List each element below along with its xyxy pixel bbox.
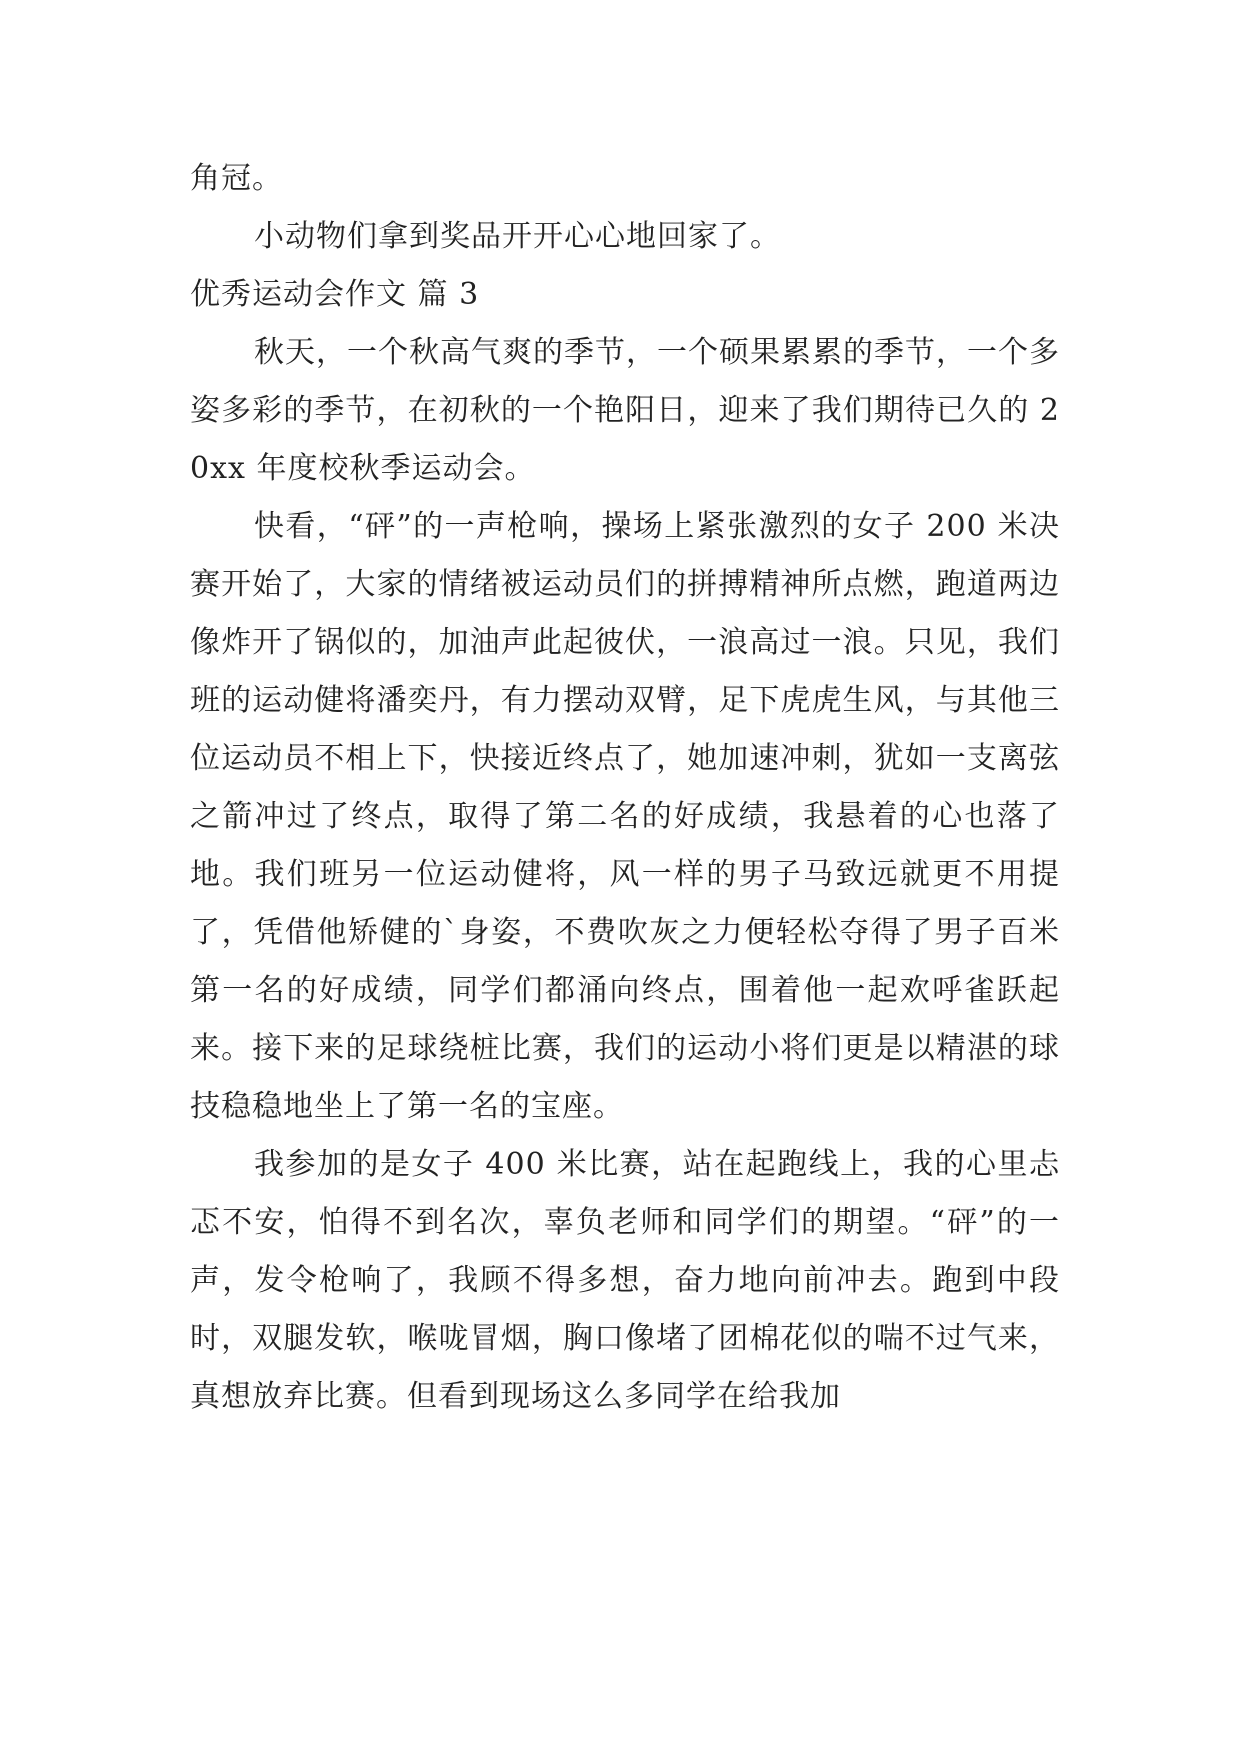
paragraph-autumn-intro: 秋天，一个秋高气爽的季节，一个硕果累累的季节，一个多姿多彩的季节，在初秋的一个艳阳日，迎来了我们期待已久的 20xx 年度校秋季运动会。 xyxy=(190,335,1060,486)
paragraph-animals-go-home: 小动物们拿到奖品开开心心地回家了。 xyxy=(254,219,781,254)
section-heading: 优秀运动会作文 篇 3 xyxy=(190,277,480,312)
paragraph-400m-race: 我参加的是女子 400 米比赛，站在起跑线上，我的心里忐忑不安，怕得不到名次，辜负老师和同学们的期望。“砰”的一声，发令枪响了，我顾不得多想，奋力地向前冲去。跑到中段时，双腿发软，喉咙冒烟，胸口像堵了团棉花似的喘不过气来，真想放弃比赛。但看到现场这么多同学在给我加 xyxy=(190,1147,1060,1414)
document-body xyxy=(190,150,1060,1426)
paragraph-ending-previous: 角冠。 xyxy=(190,161,283,196)
paragraph-200m-race: 快看，“砰”的一声枪响，操场上紧张激烈的女子 200 米决赛开始了，大家的情绪被运动员们的拼搏精神所点燃，跑道两边像炸开了锅似的，加油声此起彼伏，一浪高过一浪。只见，我们班的运动健将潘奕丹，有力摆动双臂，足下虎虎生风，与其他三位运动员不相上下，快接近终点了，她加速冲刺，犹如一支离弦之箭冲过了终点，取得了第二名的好成绩，我悬着的心也落了地。我们班另一位运动健将，风一样的男子马致远就更不用提了，凭借他矫健的`身姿，不费吹灰之力便轻松夺得了男子百米第一名的好成绩，同学们都涌向终点，围着他一起欢呼雀跃起来。接下来的足球绕桩比赛，我们的运动小将们更是以精湛的球技稳稳地坐上了第一名的宝座。 xyxy=(190,509,1060,1124)
